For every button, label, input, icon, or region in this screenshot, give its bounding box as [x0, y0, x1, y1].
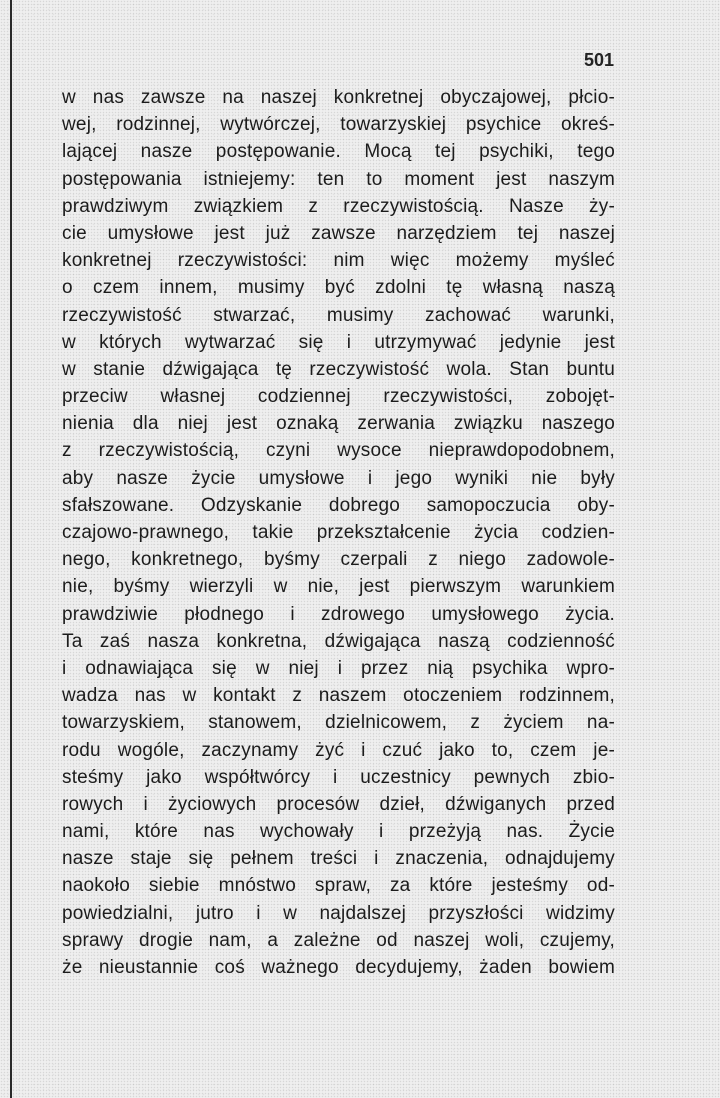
text-line: przeciw własnej codziennej rzeczywistości, zobojęt- — [62, 386, 615, 408]
text-line: że nieustannie coś ważnego decydujemy, żaden bowiem — [62, 957, 615, 978]
text-line: wej, rodzinnej, wytwórczej, towarzyskiej psychice okreś- — [62, 114, 615, 136]
text-line: nasze staje się pełnem treści i znaczenia, odnajdujemy — [62, 848, 615, 870]
text-line: w nas zawsze na naszej konkretnej obyczajowej, płcio- — [62, 87, 615, 108]
text-line: rodu wogóle, zaczynamy żyć i czuć jako to, czem je- — [62, 739, 615, 761]
text-line: cie umysłowe jest już zawsze narzędziem tej naszej — [62, 222, 615, 244]
text-line: nego, konkretnego, byśmy czerpali z niego zadowole- — [62, 549, 615, 571]
text-line: towarzyskiem, stanowem, dzielnicowem, z życiem na- — [62, 712, 615, 734]
text-line: i odnawiająca się w niej i przez nią psychika wpro- — [62, 657, 615, 679]
text-line: rowych i życiowych procesów dzieł, dźwiganych przed — [62, 793, 615, 815]
text-line: nami, które nas wychowały i przeżyją nas. Życie — [62, 821, 615, 843]
text-line: naokoło siebie mnóstwo spraw, za które jesteśmy od- — [62, 875, 615, 897]
text-line: nienia dla niej jest oznaką zerwania związku naszego — [62, 413, 615, 435]
text-line: z rzeczywistością, czyni wysoce nieprawdopodobnem, — [62, 440, 615, 462]
text-line: sfałszowane. Odzyskanie dobrego samopoczucia oby- — [62, 494, 615, 516]
text-line: prawdziwym związkiem z rzeczywistością. Nasze ży- — [62, 195, 615, 217]
text-line: lającej nasze postępowanie. Mocą tej psychiki, tego — [62, 141, 615, 163]
text-line: czajowo-prawnego, takie przekształcenie życia codzien- — [62, 522, 615, 543]
text-line: konkretnej rzeczywistości: nim więc możemy myśleć — [62, 250, 615, 272]
text-line: w których wytwarzać się i utrzymywać jedynie jest — [62, 331, 615, 353]
body-text — [62, 84, 615, 981]
text-line: aby nasze życie umysłowe i jego wyniki nie były — [62, 467, 615, 489]
text-line: wadza nas w kontakt z naszem otoczeniem rodzinnem, — [62, 685, 615, 707]
text-line: o czem innem, musimy być zdolni tę własną naszą — [62, 277, 615, 299]
text-line: w stanie dźwigająca tę rzeczywistość wola. Stan buntu — [62, 358, 615, 380]
text-line: steśmy jako współtwórcy i uczestnicy pewnych zbio- — [62, 766, 615, 788]
text-line: nie, byśmy wierzyli w nie, jest pierwszym warunkiem — [62, 576, 615, 598]
text-line: powiedzialni, jutro i w najdalszej przyszłości widzimy — [62, 902, 615, 924]
text-line: postępowania istniejemy: ten to moment jest naszym — [62, 168, 615, 190]
text-line: sprawy drogie nam, a zależne od naszej woli, czujemy, — [62, 929, 615, 951]
text-line: rzeczywistość stwarzać, musimy zachować warunki, — [62, 304, 615, 326]
page-number: 501 — [583, 50, 614, 70]
text-line: prawdziwie płodnego i zdrowego umysłowego życia. — [62, 603, 615, 625]
page-edge-rule — [10, 0, 12, 1098]
text-line: Ta zaś nasza konkretna, dźwigająca naszą codzienność — [62, 630, 615, 652]
